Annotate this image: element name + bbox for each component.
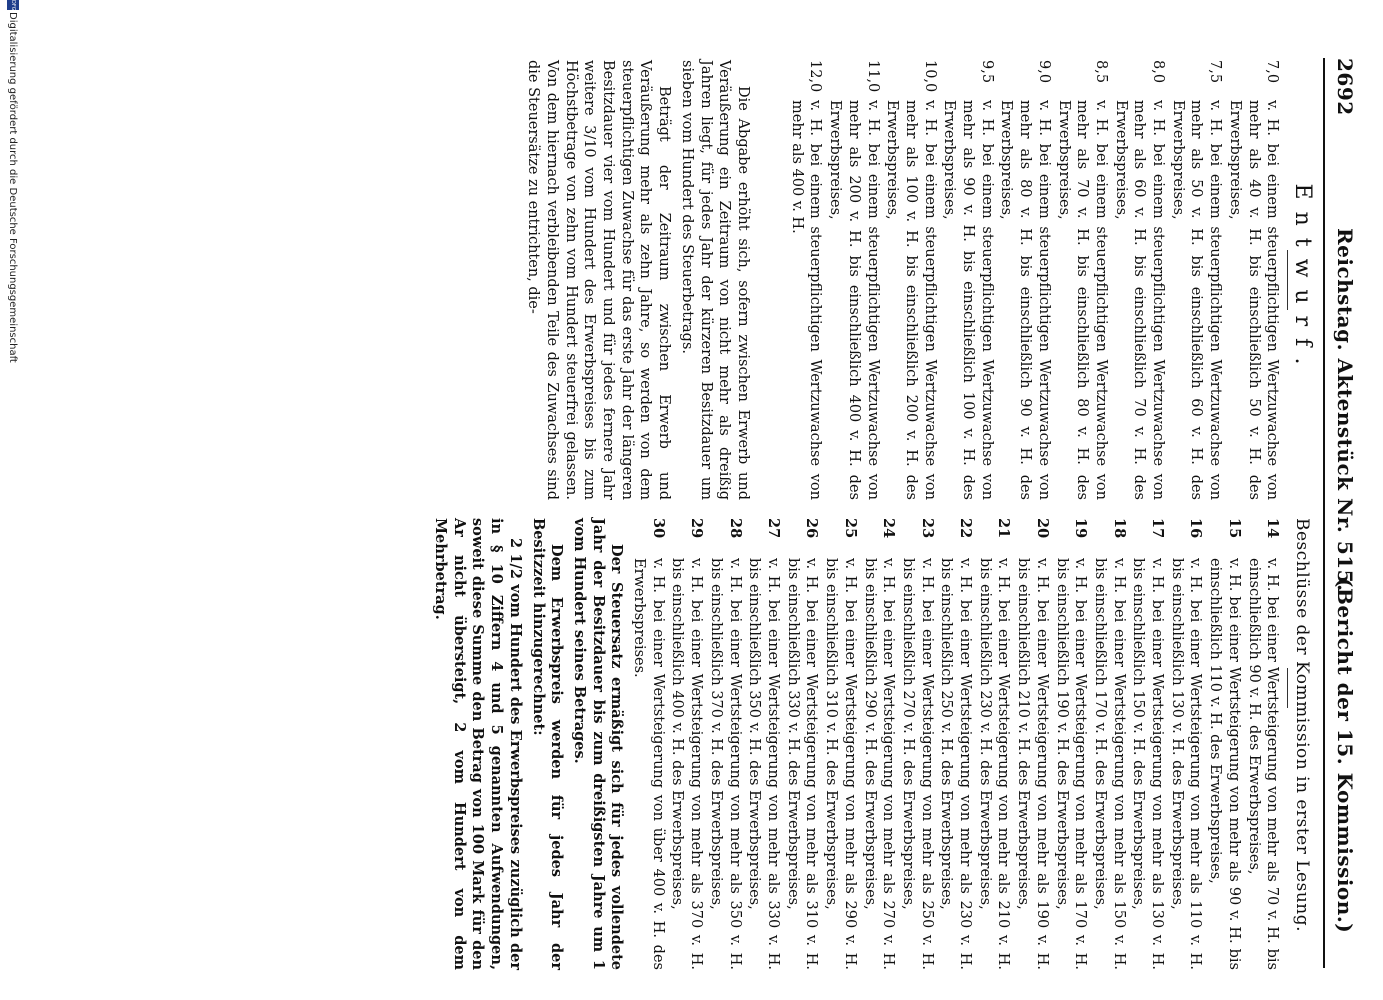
list-item (1129, 518, 1166, 970)
list-item (668, 518, 705, 970)
list-item (898, 518, 935, 970)
rate-number: 22 (957, 518, 975, 539)
list-item (1244, 518, 1281, 970)
rate-text: v. H. bei einer Wertsteigerung von mehr als 70 v. H. bis einschließlich 90 v. H. des Erwerbspreises, (1245, 558, 1281, 970)
rate-number: 30 (649, 518, 667, 539)
list-item (860, 518, 897, 970)
rate-number: 25 (841, 518, 859, 539)
rate-number: 8,5 (1092, 60, 1109, 84)
rate-number: 12,0 (807, 60, 824, 93)
list-item (1168, 60, 1224, 500)
list-item (629, 518, 666, 970)
rate-number: 28 (726, 518, 744, 539)
list-item (783, 518, 820, 970)
rate-number: 27 (765, 518, 783, 539)
list-item (1090, 518, 1127, 970)
rate-number: 18 (1110, 518, 1128, 539)
list-item (706, 518, 743, 970)
rate-text: v. H. bei einer Wertsteigerung von mehr als 190 v. H. bis einschließlich 210 v. H. des Erwerbspreises, (1015, 558, 1050, 970)
rate-number: 17 (1149, 518, 1167, 539)
header-report: (Bericht der 15. Kommission.) (1333, 578, 1357, 934)
rate-text: v. H. bei einer Wertsteigerung von mehr als 330 v. H. bis einschließlich 350 v. H. des Erwerbspreises, (746, 558, 782, 970)
paragraph: 2 1/2 vom Hundert des Erwerbspreises zuzüglich der in § 10 Ziffern 4 und 5 genannten Aufwendungen, soweit diese Summe den Betrag von 100 Mark für den Ar nicht übersteigt, 2 vom Hundert von dem Mehrbetrag. (432, 518, 524, 970)
title-divider (1287, 250, 1288, 310)
right-column (426, 518, 1317, 970)
rate-number: 9,0 (1035, 60, 1052, 84)
rate-number: 7,0 (1264, 60, 1281, 84)
rate-number: 21 (995, 518, 1013, 539)
rate-number: 20 (1033, 518, 1051, 539)
rate-text: v. H. bei einer Wertsteigerung von mehr als 110 v. H. bis einschließlich 130 v. H. des Erwerbspreises, (1168, 558, 1204, 970)
rate-text: v. H. bei einer Wertsteigerung von mehr als 210 v. H. bis einschließlich 230 v. H. des Erwerbspreises, (976, 558, 1012, 970)
right-column-title: Beschlüsse der Kommission in erster Lesung. (1292, 518, 1312, 933)
paragraph: Der Steuersatz ermäßigt sich für jedes vollendete Jahr der Besitzdauer bis zum dreißigsten Jahre um 1 vom Hundert seines Betrages. (570, 518, 626, 970)
list-item (1013, 518, 1050, 970)
header-rule (1323, 58, 1325, 968)
list-item (1054, 60, 1110, 500)
rate-text: v. H. bei einer Wertsteigerung von mehr als 270 v. H. bis einschließlich 290 v. H. des Erwerbspreises, (861, 558, 897, 970)
rate-text: v. H. bei einer Wertsteigerung von mehr als 310 v. H. bis einschließlich 330 v. H. des Erwerbspreises, (784, 558, 820, 970)
rate-text: v. H. bei einem steuerpflichtigen Wertzuwachse von mehr als 100 v. H. bis einschließlich 200 v. H. des Erwerbspreises, (884, 100, 938, 500)
rate-text: v. H. bei einer Wertsteigerung von mehr als 250 v. H. bis einschließlich 270 v. H. des Erwerbspreises, (899, 558, 935, 970)
credit-text: Digitalisierung gefördert durch die Deutsche Forschungsgemeinschaft (7, 12, 18, 363)
rate-text: v. H. bei einer Wertsteigerung von mehr als 90 v. H. bis einschließlich 110 v. H. des Erwerbspreises, (1207, 558, 1242, 970)
list-item (940, 60, 996, 500)
rate-number: 26 (803, 518, 821, 539)
paragraph: Die Abgabe erhöht sich, sofern zwischen Erwerb und Veräußerung ein Zeitraum von nicht mehr als dreißig Jahren liegt, für jedes Jahr der kürzeren Besitzdauer um sieben vom Hundert des Steuerbetrags. (678, 60, 752, 500)
rate-number: 7,5 (1207, 60, 1224, 84)
rate-text: v. H. bei einem steuerpflichtigen Wertzuwachse von mehr als 90 v. H. bis einschließlich 100 v. H. des Erwerbspreises, (941, 100, 995, 500)
rate-text: v. H. bei einer Wertsteigerung von über 400 v. H. des Erwerbspreises. (631, 558, 666, 970)
rate-number: 9,5 (978, 60, 995, 84)
page-header (1327, 58, 1361, 968)
paragraph: Dem Erwerbspreis werden für jedes Jahr der Besitzzeit hinzugerechnet: (529, 518, 566, 970)
rate-number: 29 (688, 518, 706, 539)
list-item (825, 60, 881, 500)
rate-number: 15 (1225, 518, 1243, 539)
list-item (745, 518, 782, 970)
rate-number: 10,0 (921, 60, 938, 93)
rate-text: v. H. bei einer Wertsteigerung von mehr als 290 v. H. bis einschließlich 310 v. H. des Erwerbspreises, (823, 558, 858, 970)
list-item (1205, 518, 1242, 970)
page-number: 2692 (1333, 58, 1357, 116)
paragraph: Beträgt der Zeitraum zwischen Erwerb und Veräußerung mehr als zehn Jahre, so werden von dem steuerpflichtigen Zuwachse für das erste Jahr der längeren Besitzdauer vier vom Hundert und für jedes fernere Jahr weitere 3/10 vom Hundert des Erwerbspreises bis zum Höchstbetrage von zehn vom Hundert steuerfrei gelassen. Von dem hiernach verbleibenden Teile des Zuwachses sind die Steuersätze zu entrichten, die- (525, 60, 673, 500)
rate-text: v. H. bei einer Wertsteigerung von mehr als 230 v. H. bis einschließlich 250 v. H. des Erwerbspreises, (938, 558, 974, 970)
list-item (997, 60, 1053, 500)
rate-text: v. H. bei einer Wertsteigerung von mehr als 370 v. H. bis einschließlich 400 v. H. des Erwerbspreises, (669, 558, 705, 970)
rate-text: v. H. bei einer Wertsteigerung von mehr als 150 v. H. bis einschließlich 170 v. H. des Erwerbspreises, (1091, 558, 1127, 970)
rate-text: v. H. bei einem steuerpflichtigen Wertzuwachse von mehr als 80 v. H. bis einschließlich 90 v. H. des Erwerbspreises, (998, 100, 1052, 500)
rate-number: 8,0 (1150, 60, 1167, 84)
rate-text: v. H. bei einem steuerpflichtigen Wertzuwachse von mehr als 400 v. H. (788, 100, 824, 500)
list-item (975, 518, 1012, 970)
title-divider (1287, 668, 1288, 708)
list-item (1111, 60, 1167, 500)
rate-text: v. H. bei einer Wertsteigerung von mehr als 350 v. H. bis einschließlich 370 v. H. des Erwerbspreises, (707, 558, 743, 970)
list-item (937, 518, 974, 970)
list-item (1167, 518, 1204, 970)
left-column (520, 60, 1317, 500)
list-item (821, 518, 858, 970)
rate-number: 23 (918, 518, 936, 539)
list-item (787, 60, 824, 500)
dfg-logo-icon: DFG (7, 0, 19, 10)
rate-number: 14 (1264, 518, 1282, 539)
list-item (883, 60, 939, 500)
rate-text: v. H. bei einem steuerpflichtigen Wertzuwachse von mehr als 60 v. H. bis einschließlich 70 v. H. des Erwerbspreises, (1112, 100, 1167, 500)
rate-number: 11,0 (864, 60, 881, 93)
rate-text: v. H. bei einer Wertsteigerung von mehr als 170 v. H. bis einschließlich 190 v. H. des Erwerbspreises, (1053, 558, 1089, 970)
rate-number: 19 (1072, 518, 1090, 539)
digitization-credit (3, 0, 19, 1000)
rate-text: v. H. bei einer Wertsteigerung von mehr als 130 v. H. bis einschließlich 150 v. H. des Erwerbspreises, (1130, 558, 1166, 970)
rate-text: v. H. bei einem steuerpflichtigen Wertzuwachse von mehr als 200 v. H. bis einschließlich 400 v. H. des Erwerbspreises, (827, 100, 881, 500)
rate-number: 24 (880, 518, 898, 539)
rate-text: v. H. bei einem steuerpflichtigen Wertzuwachse von mehr als 70 v. H. bis einschließlich 80 v. H. des Erwerbspreises, (1055, 100, 1109, 500)
left-column-title: Entwurf. (1290, 183, 1315, 377)
header-title: Reichstag. Aktenstück Nr. 515. (1333, 228, 1357, 592)
rate-text: v. H. bei einem steuerpflichtigen Wertzuwachse von mehr als 40 v. H. bis einschließlich 50 v. H. des Erwerbspreises, (1226, 100, 1281, 500)
list-item (1052, 518, 1089, 970)
rate-text: v. H. bei einem steuerpflichtigen Wertzuwachse von mehr als 50 v. H. bis einschließlich 60 v. H. des Erwerbspreises, (1169, 100, 1224, 500)
list-item (1225, 60, 1281, 500)
rate-number: 16 (1187, 518, 1205, 539)
